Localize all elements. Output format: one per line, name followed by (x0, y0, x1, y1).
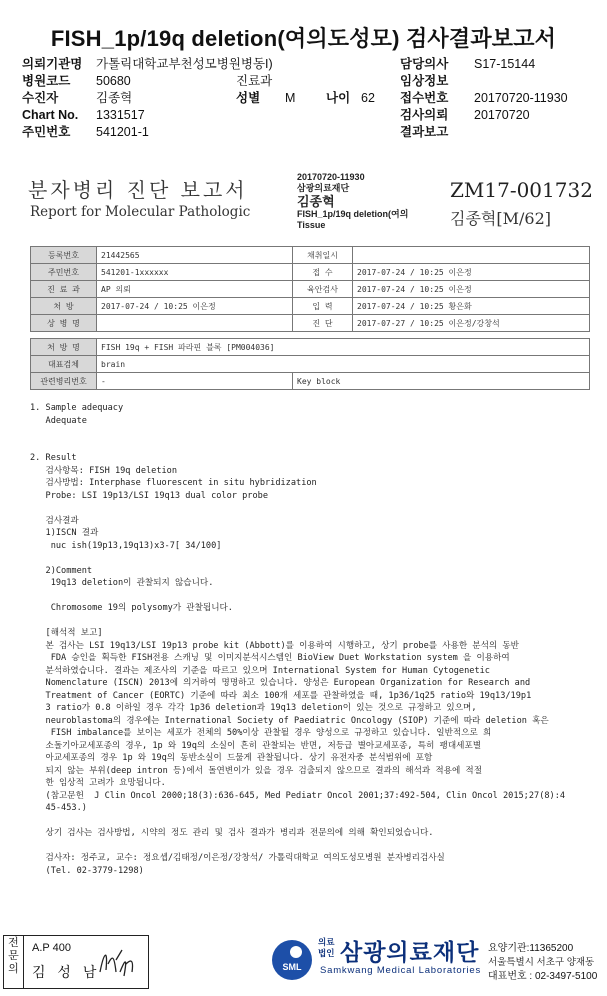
age-label: 나이 (326, 91, 351, 105)
scanned-report (14, 164, 599, 976)
report-line (30, 552, 565, 565)
patient-tag: 김종혁[M/62] (450, 209, 551, 228)
report-line: 2)Comment (30, 565, 93, 576)
sex-label: 성별 (236, 91, 261, 105)
report-line: 본 검사는 LSI 19q13/LSI 19p13 probe kit (Abbott)를 이용하여 시행하고, 상기 probe를 사용한 분석의 동반 (30, 640, 519, 651)
header-row: 결과보고 (400, 125, 449, 139)
report-line: 45-453.) (30, 803, 87, 813)
report-line: 1. Sample adequacy (30, 403, 124, 413)
table-row: 진 료 과 AP 의뢰 육안검사 2017-07-24 / 10:25 이은정 (31, 281, 590, 298)
report-line: (참고문헌 J Clin Oncol 2000;18(3):636-645, Med Pediatr Oncol 2001;37:492-504, Clin Oncol 2015;27(8):4 (30, 790, 566, 801)
registration-table (30, 246, 590, 332)
header-row: 수진자 김종혁 (22, 91, 133, 105)
header-row: 주민번호 541201-1 (22, 125, 149, 139)
report-line: 분석하였습니다. 결과는 제조사의 기준을 따르고 있으며 International System for Human Cytogenetic (30, 665, 490, 676)
report-line: FISH imbalance를 보이는 세포가 전체의 50%이상 관찰될 경우 양성으로 규정하고 있습니다. 일반적으로 희 (30, 728, 492, 738)
table-row: 관련병리번호 - Key block (31, 373, 590, 390)
report-title-ko: 분자병리 진단 보고서 (28, 178, 248, 202)
signature-icon (94, 942, 138, 982)
report-line: 상기 검사는 검사방법, 시약의 정도 관리 및 검사 결과가 병리과 전문의에 의해 확인되었습니다. (30, 828, 434, 838)
report-line (30, 840, 565, 853)
svg-text:SML: SML (282, 962, 302, 972)
header-right (400, 56, 568, 141)
org-info-1: 요양기관:11365200 (488, 943, 574, 954)
report-line: nuc ish(19p13,19q13)x3-7[ 34/100] (30, 540, 222, 551)
org-info-3: 대표번호 : 02-3497-5100 (488, 971, 598, 982)
specialist-label: 전 문 의 (4, 936, 24, 988)
table-row: 등록번호 21442565 채취일시 (31, 247, 590, 264)
report-line: 3 ratio가 0.8 이하일 경우 각각 1p36 deletion과 19q13 deletion이 있는 것으로 규정하고 있으며, (30, 703, 477, 713)
report-line (30, 815, 565, 828)
header-row: 의뢰기관명 가톨릭대학교부천성모병원병동I) (22, 57, 273, 71)
org-info-2: 서울특별시 서초구 양재동 (488, 957, 595, 968)
header-row: 검사의뢰 20170720 (400, 108, 530, 122)
report-line: neuroblastoma의 경우에는 International Society of Paediatric Oncology (SIOP) 기준에 따라 deletion 혹은 (30, 715, 549, 726)
report-line (30, 440, 565, 453)
pathologist-name: 김 성 남 (32, 964, 101, 980)
header-row: 담당의사 S17-15144 (400, 57, 536, 71)
prescription-table (30, 338, 590, 390)
pathologist-box (3, 935, 149, 989)
specimen-label: 20170720-11930 삼광의료재단 김종혁 FISH_1p/19q deletion(여의 Tissue (297, 172, 409, 230)
report-line: Chromosome 19의 polysomy가 관찰됩니다. (30, 603, 233, 613)
header-row: 병원코드 50680 (22, 74, 131, 88)
sex-value: M (285, 91, 296, 105)
report-line: 소돌기아교세포종의 경우, 1p 와 19q의 소실이 흔히 관찰되는 반면, 저등급 별아교세포종, 특히 팽대세포별 (30, 740, 482, 751)
report-line: Nomenclature (ISCN) 2013에 의거하여 명명하고 있습니다. 양성은 European Organization for Research and (30, 678, 531, 688)
org-name: 삼광의료재단 (340, 939, 480, 965)
table-row: 처 방 2017-07-24 / 10:25 이은정 입 력 2017-07-24 / 10:25 황은화 (31, 298, 590, 315)
report-line (30, 590, 565, 603)
sml-logo-icon (270, 938, 314, 982)
table-row: 처 방 명 FISH 19q + FISH 파라핀 블록 [PM004036] (31, 339, 590, 356)
report-line (30, 502, 565, 515)
clinic-label: 진료과 (236, 74, 273, 88)
report-code: ZM17-001732 (450, 178, 593, 202)
table-row: 대표검체 brain (31, 356, 590, 373)
report-line (30, 427, 565, 440)
report-line: FDA 승인을 획득한 FISH전용 스캐닝 및 이미지분석시스템인 BioView Duet Workstation system 을 이용하여 (30, 653, 510, 663)
header-row: 접수번호 20170720-11930 (400, 91, 568, 105)
table-row: 주민번호 541201-1xxxxxx 접 수 2017-07-24 / 10:25 이은정 (31, 264, 590, 281)
pathologist-code: A.P 400 (32, 942, 71, 954)
header-row: 임상정보 (400, 74, 449, 88)
report-line: 검사방법: Interphase fluorescent in situ hybridization (30, 478, 317, 488)
org-eng: Samkwang Medical Laboratories (320, 965, 482, 976)
report-line: Adequate (30, 415, 87, 426)
report-line (30, 615, 565, 628)
report-line: 한 임상적 고려가 요망됩니다. (30, 778, 166, 788)
report-line: 2. Result (30, 453, 77, 463)
report-line: 19q13 deletion이 관찰되지 않습니다. (30, 578, 214, 588)
header-row: Chart No. 1331517 (22, 108, 145, 122)
age-value: 62 (361, 91, 375, 105)
report-line: Probe: LSI 19p13/LSI 19q13 dual color probe (30, 490, 268, 501)
report-title-en: Report for Molecular Pathologic (30, 204, 251, 220)
report-line: 아교세포종의 경우 1p 와 19q의 동반소실이 드물게 관찰됩니다. 상기 유전자중 분석범위에 포함 (30, 753, 433, 763)
org-block: SML 의료 법인 삼광의료재단 Samkwang Medical Laboratories 요양기관:11365200 서울특별시 서초구 양재동 대표번호 : 02-3497-5100 (268, 932, 604, 992)
report-line: (Tel. 02-3779-1298) (30, 865, 144, 876)
report-line: 검사자: 정주교, 교수: 정요셉/김태정/이은정/강창석/ 가톨릭대학교 여의도성모병원 분자병리검사실 (30, 853, 445, 863)
report-line: 검사항목: FISH 19q deletion (30, 465, 178, 476)
report-line: 1)ISCN 결과 (30, 528, 99, 538)
page-title: FISH_1p/19q deletion(여의도성모) 검사결과보고서 (50, 26, 557, 51)
report-body (30, 402, 565, 877)
report-line: 검사결과 (30, 515, 79, 526)
table-row: 상 병 명 진 단 2017-07-27 / 10:25 이은정/강창석 (31, 315, 590, 332)
report-line: 되지 않는 부위(deep intron 등)에서 돌연변이가 있을 경우 검출되지 않으므로 결과의 해석과 적용에 적절 (30, 765, 483, 776)
report-line: Treatment of Cancer (EORTC) 기준에 따라 최소 100개 세포를 관찰하였을 때, 1p36/1q25 ratio와 19q13/19p1 (30, 690, 532, 701)
report-line: [해석적 보고] (30, 628, 103, 638)
